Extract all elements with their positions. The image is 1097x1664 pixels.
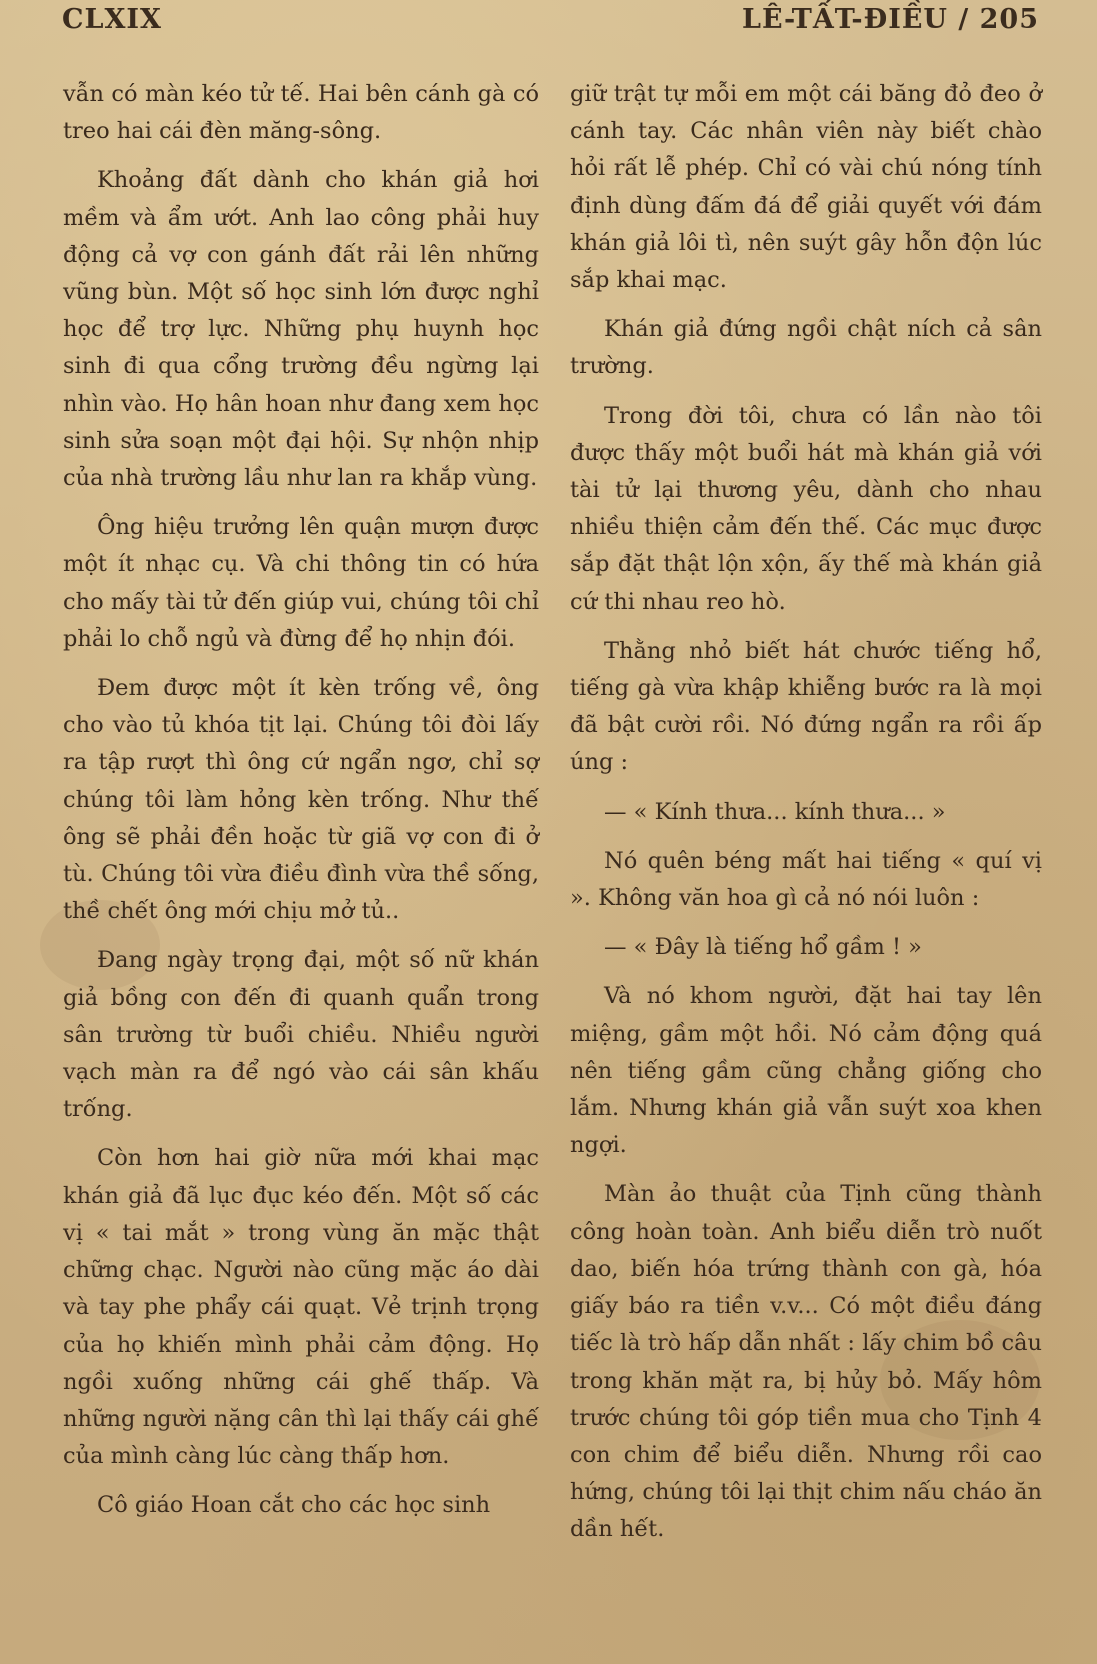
paragraph: Nó quên béng mất hai tiếng « quí vị ». Không văn hoa gì cả nó nói luôn : [570,847,1042,912]
paragraph: Khán giả đứng ngồi chật ních cả sân trường. [570,316,1042,380]
paragraph: vẫn có màn kéo tử tế. Hai bên cánh gà có treo hai cái đèn măng-sông. [63,81,539,145]
paragraph: Trong đời tôi, chưa có lần nào tôi được thấy một buổi hát mà khán giả với tài tử lại thương yêu, dành cho nhau nhiều thiện cảm đến thế. Các mục được sắp đặt thật lộn xộn, ấy thế mà khán giả cứ thi nhau reo hò. [570,402,1042,615]
paragraph: Đang ngày trọng đại, một số nữ khán giả bồng con đến đi quanh quẩn trong sân trường từ buổi chiều. Nhiều người vạch màn ra để ngó vào cái sân khấu trống. [63,947,539,1123]
running-head-left: CLXIX [62,4,163,35]
paragraph: — « Đây là tiếng hổ gầm ! » [604,934,922,961]
paragraph: Và nó khom người, đặt hai tay lên miệng, gầm một hồi. Nó cảm động quá nên tiếng gầm cũng chẳng giống cho lắm. Nhưng khán giả vẫn suýt xoa khen ngợi. [570,983,1042,1159]
right-text-column [570,76,1042,1561]
page-header [62,4,1039,44]
paragraph: Thằng nhỏ biết hát chước tiếng hổ, tiếng gà vừa khập khiễng bước ra là mọi đã bật cười rồi. Nó đứng ngẩn ra rồi ấp úng : [570,637,1042,776]
paragraph: Màn ảo thuật của Tịnh cũng thành công hoàn toàn. Anh biểu diễn trò nuốt dao, biến hóa trứng thành con gà, hóa giấy báo ra tiền v.v... Có một điều đáng tiếc là trò hấp dẫn nhất : lấy chim bồ câu trong khăn mặt ra, bị hủy bỏ. Mấy hôm trước chúng tôi góp tiền mua cho Tịnh 4 con chim để biểu diễn. Nhưng rồi cao hứng, chúng tôi lại thịt chim nấu cháo ăn dần hết. [570,1181,1042,1543]
left-text-column [63,76,539,1537]
paragraph: giữ trật tự mỗi em một cái băng đỏ đeo ở cánh tay. Các nhân viên này biết chào hỏi rất lễ phép. Chỉ có vài chú nóng tính định dùng đấm đá để giải quyết với đám khán giả lôi tì, nên suýt gây hỗn độn lúc sắp khai mạc. [570,81,1042,294]
paragraph: Đem được một ít kèn trống về, ông cho vào tủ khóa tịt lại. Chúng tôi đòi lấy ra tập rượt thì ông cứ ngẩn ngơ, chỉ sợ chúng tôi làm hỏng kèn trống. Như thế ông sẽ phải đền hoặc từ giã vợ con đi ở tù. Chúng tôi vừa điều đình vừa thề sống, thề chết ông mới chịu mở tủ.. [63,675,539,925]
paragraph: Còn hơn hai giờ nữa mới khai mạc khán giả đã lục đục kéo đến. Một số các vị « tai mắt » trong vùng ăn mặc thật chững chạc. Người nào cũng mặc áo dài và tay phe phẩy cái quạt. Vẻ trịnh trọng của họ khiến mình phải cảm động. Họ ngồi xuống những cái ghế thấp. Và những người nặng cân thì lại thấy cái ghế của mình càng lúc càng thấp hơn. [63,1145,539,1470]
paragraph: Cô giáo Hoan cắt cho các học sinh [97,1492,491,1519]
paragraph: — « Kính thưa... kính thưa... » [604,798,946,825]
paragraph: Khoảng đất dành cho khán giả hơi mềm và ẩm ướt. Anh lao công phải huy động cả vợ con gánh đất rải lên những vũng bùn. Một số học sinh lớn được nghỉ học để trợ lực. Những phụ huynh học sinh đi qua cổng trường đều ngừng lại nhìn vào. Họ hân hoan như đang xem học sinh sửa soạn một đại hội. Sự nhộn nhịp của nhà trường lầu như lan ra khắp vùng. [63,167,539,492]
running-head-right: LÊ-TẤT-ĐIỀU / 205 [741,4,1039,35]
paragraph: Ông hiệu trưởng lên quận mượn được một ít nhạc cụ. Và chi thông tin có hứa cho mấy tài tử đến giúp vui, chúng tôi chỉ phải lo chỗ ngủ và đừng để họ nhịn đói. [63,514,539,652]
